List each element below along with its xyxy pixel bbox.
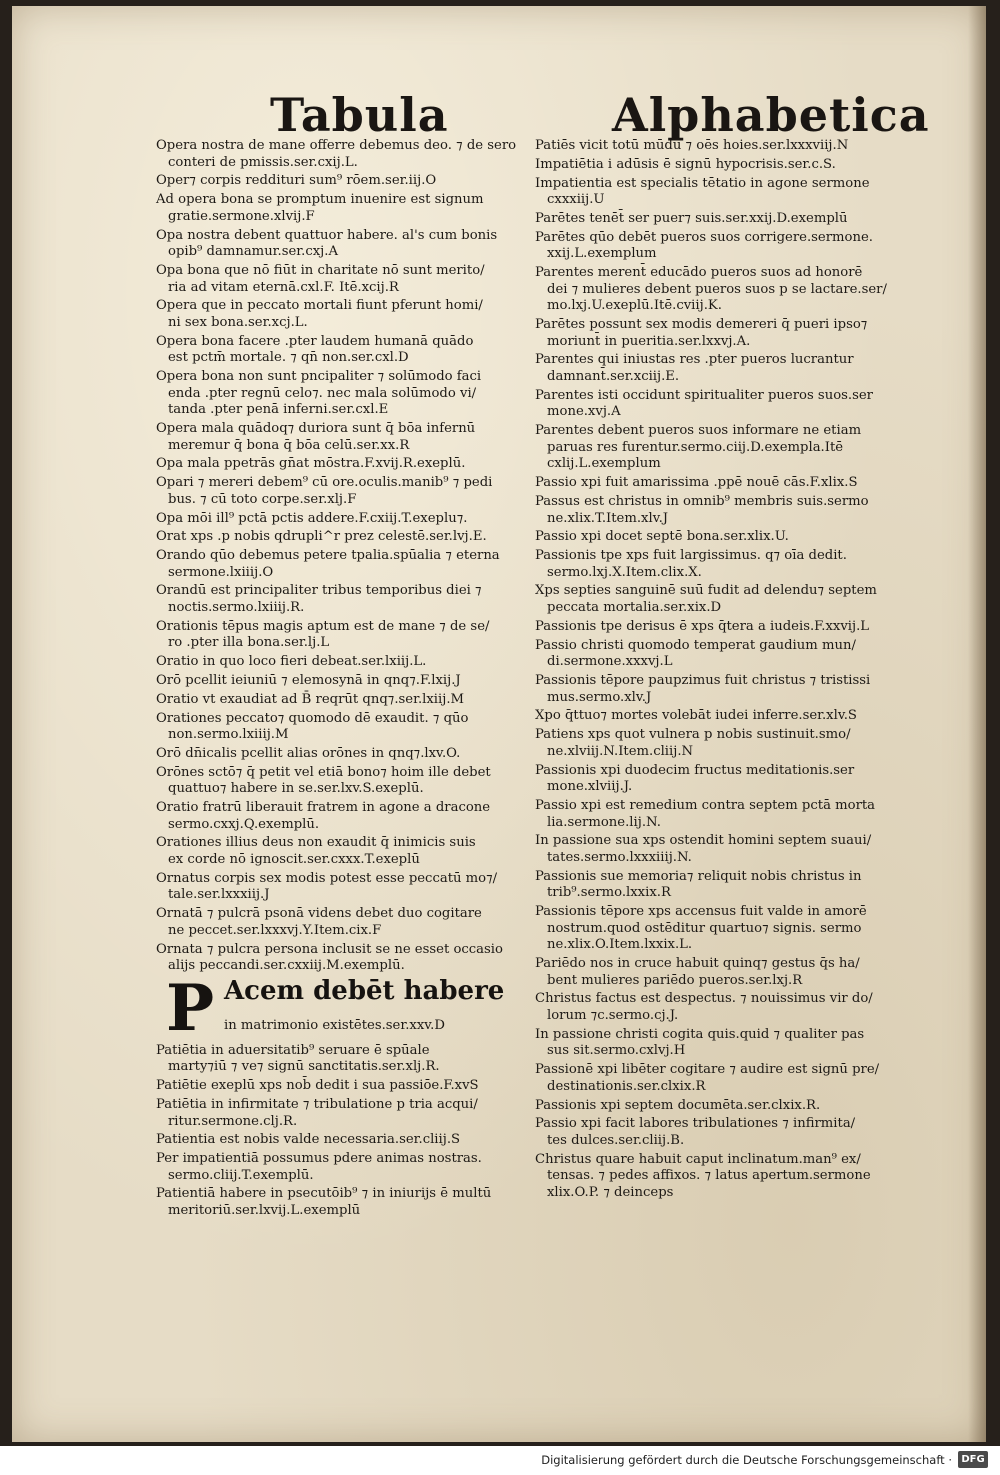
entry-line: Patiētia in aduersitatib⁹ seruare ē spūale [156, 1042, 430, 1058]
entry-continuation: mone.xvj.A [547, 404, 621, 420]
index-entry [535, 388, 907, 421]
index-entry [156, 1043, 521, 1076]
entry-line: Opera bona non sunt pncipaliter ⁊ solūmodo faci [156, 369, 482, 385]
entry-line: Parētes qūo debēt pueros suos corrigere.sermone. [535, 229, 873, 245]
footer-bar [0, 1446, 1000, 1475]
entry-continuation: noctis.sermo.lxiiij.R. [168, 600, 305, 616]
index-entry [156, 711, 521, 744]
entry-continuation: est pctm̄ mortale. ⁊ qn̄ non.ser.cxl.D [168, 350, 409, 366]
index-entry [535, 869, 907, 902]
entry-line: Parentes merent̄ educādo pueros suos ad honorē [535, 265, 863, 281]
index-entry [535, 583, 907, 616]
entry-continuation: di.sermone.xxxvj.L [547, 654, 673, 670]
index-entry [535, 798, 907, 831]
entry-continuation: ro .pter illa bona.ser.lj.L [168, 635, 330, 651]
index-entry [156, 942, 521, 975]
index-entry [156, 800, 521, 833]
index-entry [156, 673, 521, 690]
entry-continuation: mo.lxj.U.exeplū.Itē.cviij.K. [547, 298, 722, 314]
entry-continuation: tes dulces.ser.cliij.B. [547, 1132, 685, 1148]
entry-line: Oper⁊ corpis reddituri sum⁹ rōem.ser.iij.O [156, 173, 437, 189]
index-entry [156, 421, 521, 454]
index-entry [156, 871, 521, 904]
entry-line: In passione sua xps ostendit homini septem suaui/ [535, 833, 872, 849]
entry-continuation: ni sex bona.ser.xcj.L. [168, 314, 308, 330]
index-entry [156, 298, 521, 331]
index-entry [535, 157, 907, 174]
index-entry [156, 192, 521, 225]
entry-continuation: ne.xlviij.N.Item.cliij.N [547, 743, 694, 759]
entry-line: In passione christi cogita quis.quid ⁊ qualiter pas [535, 1026, 865, 1042]
index-entry [535, 352, 907, 385]
index-entry [156, 1132, 521, 1149]
index-entry [535, 619, 907, 636]
index-entry [156, 529, 521, 546]
entry-line: Impatientia est specialis tētatio in agone sermone [535, 175, 870, 191]
entry-line: Ornatus corpis sex modis potest esse peccatū mo⁊/ [156, 870, 498, 886]
entry-continuation: tale.ser.lxxxiij.J [168, 887, 270, 903]
entry-continuation: tates.sermo.lxxxiiij.N. [547, 849, 692, 865]
entry-line: Patiēs vicit totū mūdū ⁊ oēs hoies.ser.lxxxviij.N [535, 138, 849, 153]
entry-line: Orandū est principaliter tribus temporibus diei ⁊ [156, 583, 482, 599]
index-entry [535, 475, 907, 492]
entry-continuation: mone.xlviij.J. [547, 779, 633, 795]
entry-continuation: paruas res furentur.sermo.ciij.D.exempla.Itē [547, 439, 844, 455]
entry-line: Ad opera bona se promptum inuenire est signum [156, 192, 484, 208]
entry-line: Passionis tēpore xps accensus fuit valde in amorē [535, 904, 867, 920]
section-p-block [156, 970, 521, 1046]
index-entry [156, 1186, 521, 1219]
index-entry [535, 638, 907, 671]
page-edge-shadow [968, 6, 986, 1442]
entry-line: Orō pcellit ieiuniū ⁊ elemosynā in qnq⁊.F.lxij.J [156, 673, 461, 688]
index-entry [156, 548, 521, 581]
entry-line: Passus est christus in omnib⁹ membris suis.sermo [535, 493, 869, 509]
entry-line: Parentes isti occidunt spiritualiter pueros suos.ser [535, 387, 873, 403]
index-entry [535, 317, 907, 350]
entry-line: Oratio vt exaudiat ad B̄ reqrūt qnq⁊.ser.lxiij.M [156, 691, 465, 707]
entry-continuation: alijs peccandi.ser.cxxiij.M.exemplū. [168, 958, 405, 974]
index-entry [535, 529, 907, 546]
entry-line: Passio xpi fuit amarissima .ppē nouē cās.F.xlix.S [535, 475, 858, 491]
entry-continuation: lia.sermone.lij.N. [547, 814, 661, 830]
entry-line: Opa mōi ill⁹ pctā pctis addere.F.cxiij.T.exeplu⁊. [156, 510, 468, 526]
entry-line: Patientiā habere in psecutōib⁹ ⁊ in iniurijs ē multū [156, 1186, 492, 1202]
index-entry [156, 138, 521, 171]
entry-line: Opa nostra debent quattuor habere. al's cum bonis [156, 227, 498, 243]
entry-line: Orationes peccato⁊ quomodo dē exaudit. ⁊ qūo [156, 710, 469, 726]
entry-line: Opera mala quādoq⁊ duriora sunt q̄ bōa infernū [156, 421, 476, 436]
index-entry [535, 956, 907, 989]
entry-continuation: peccata mortalia.ser.xix.D [547, 600, 722, 616]
index-entry [535, 904, 907, 954]
index-entry [535, 673, 907, 706]
index-entry [156, 173, 521, 190]
index-entry [535, 833, 907, 866]
entry-line: Passionis xpi septem documēta.ser.clxix.R. [535, 1097, 821, 1113]
index-entry [535, 138, 907, 155]
entry-continuation: ritur.sermone.clj.R. [168, 1113, 298, 1129]
entry-line: Orationis tēpus magis aptum est de mane ⁊ de se/ [156, 618, 490, 634]
index-entry [156, 369, 521, 419]
entry-continuation: conteri de pmissis.ser.cxij.L. [168, 154, 358, 170]
index-entry [535, 211, 907, 228]
entry-line: Oratio fratrū liberauit fratrem in agone a dracone [156, 800, 491, 816]
entry-continuation: opib⁹ damnamur.ser.cxj.A [168, 244, 338, 260]
entry-line: Oratio in quo loco fieri debeat.ser.lxiij.L. [156, 654, 427, 670]
entry-line: Ornatā ⁊ pulcrā psonā videns debet duo cogitare [156, 906, 482, 922]
entry-line: Passio xpi est remedium contra septem pctā morta [535, 797, 876, 813]
entry-line: Patiētia in infirmitate ⁊ tribulatione p tria acqui/ [156, 1096, 478, 1112]
entry-continuation: sermone.lxiiij.O [168, 564, 274, 580]
index-entry [156, 835, 521, 868]
index-entry [535, 1152, 907, 1202]
entry-continuation: ex corde nō ignoscit.ser.cxxx.T.exeplū [168, 852, 420, 868]
entry-continuation: non.sermo.lxiiij.M [168, 727, 289, 743]
entry-continuation: lorum ⁊c.sermo.cj.J. [547, 1007, 679, 1023]
entry-line: Xpo q̄ttuo⁊ mortes volebāt iudei inferre.ser.xlv.S [535, 708, 857, 724]
section-subline: in matrimonio existētes.ser.xxv.D [224, 1017, 445, 1033]
index-entry [156, 456, 521, 473]
index-entry [156, 1078, 521, 1095]
left-entries-before [156, 138, 521, 975]
entry-continuation: sermo.cxxj.Q.exemplū. [168, 816, 320, 832]
entry-continuation: xlix.O.P. ⁊ deinceps [547, 1184, 674, 1200]
entry-continuation: ne peccet.ser.lxxxvj.Y.Item.cix.F [168, 922, 382, 938]
index-entry [156, 263, 521, 296]
entry-line: Passionis xpi duodecim fructus meditationis.ser [535, 762, 855, 778]
entry-line: Opera que in peccato mortali fiunt pferunt homi/ [156, 298, 483, 314]
entry-continuation: dei ⁊ mulieres debent pueros suos p se lactare.ser/ [547, 281, 887, 297]
index-entry [535, 230, 907, 263]
entry-line: Opera bona facere .pter laudem humanā quādo [156, 333, 474, 349]
index-entry [156, 906, 521, 939]
entry-line: Passionē xpi libēter cogitare ⁊ audire est signū pre/ [535, 1062, 880, 1078]
entry-line: Opari ⁊ mereri debem⁹ cū ore.oculis.manib⁹ ⁊ pedi [156, 475, 493, 491]
entry-line: Per impatientiā possumus pdere animas nostras. [156, 1151, 482, 1167]
entry-continuation: gratie.sermone.xlvij.F [168, 208, 315, 224]
entry-line: Passio christi quomodo temperat gaudium mun/ [535, 637, 856, 653]
index-entry [156, 228, 521, 261]
entry-line: Passionis tpe xps fuit largissimus. q⁊ oīa dedit. [535, 548, 847, 564]
index-entry [156, 619, 521, 652]
left-column [156, 138, 521, 1222]
entry-continuation: sermo.cliij.T.exemplū. [168, 1167, 314, 1183]
entry-line: Christus factus est despectus. ⁊ nouissimus vir do/ [535, 991, 873, 1007]
big-initial-letter: P [166, 970, 215, 1046]
index-entry [535, 176, 907, 209]
index-entry [535, 423, 907, 473]
left-entries-after [156, 1043, 521, 1220]
entry-line: Passio xpi docet septē bona.ser.xlix.U. [535, 529, 789, 545]
entry-line: Orationes illius deus non exaudit q̄ inimicis suis [156, 835, 476, 851]
entry-line: Opa bona que nō fiūt in charitate nō sunt merito/ [156, 262, 485, 278]
entry-continuation: tensas. ⁊ pedes affixos. ⁊ latus apertum.sermone [547, 1168, 871, 1184]
entry-line: Parētes tenēt̄ ser puer⁊ suis.ser.xxij.D.exemplū [535, 210, 848, 226]
entry-continuation: cxlij.L.exemplum [547, 456, 661, 472]
entry-line: Xps septies sanguinē suū fudit ad delendu⁊ septem [535, 583, 877, 599]
index-entry [156, 334, 521, 367]
index-entry [156, 1097, 521, 1130]
entry-line: Opa mala ppetrās gn̄at mōstra.F.xvij.R.exeplū. [156, 456, 466, 472]
entry-continuation: damnant̄.ser.xciij.E. [547, 369, 680, 385]
entry-line: Orat xps .p nobis qdrupli^r prez celestē.ser.lvj.E. [156, 529, 487, 545]
entry-continuation: quattuo⁊ habere in se.ser.lxv.S.exeplū. [168, 781, 424, 797]
section-headline: Acem debēt habere [224, 975, 505, 1006]
footer-credit: Digitalisierung gefördert durch die Deutsche Forschungsgemeinschaft · [541, 1453, 952, 1467]
entry-line: Christus quare habuit caput inclinatum.man⁹ ex/ [535, 1151, 861, 1167]
entry-line: Patiens xps quot vulnera p nobis sustinuit.smo/ [535, 727, 851, 743]
entry-line: Passionis tpe derisus ē xps q̄tera a iudeis.F.xxvij.L [535, 618, 870, 634]
entry-continuation: cxxxiij.U [547, 192, 605, 208]
entry-continuation: bent mulieres pariēdo pueros.ser.lxj.R [547, 972, 803, 988]
entry-continuation: moriunt̄ in pueritia.ser.lxxvj.A. [547, 333, 751, 349]
entry-continuation: tanda .pter penā inferni.ser.cxl.E [168, 402, 389, 418]
entry-line: Parentes debent pueros suos informare ne etiam [535, 423, 862, 439]
index-entry [535, 1027, 907, 1060]
entry-continuation: trib⁹.sermo.lxxix.R [547, 885, 671, 901]
index-entry [535, 494, 907, 527]
entry-line: Passio xpi facit labores tribulationes ⁊ infirmita/ [535, 1116, 856, 1132]
entry-continuation: meritoriū.ser.lxvij.L.exemplū [168, 1203, 361, 1219]
entry-line: Ornata ⁊ pulcra persona inclusit se ne esset occasio [156, 941, 503, 957]
heading-right: Alphabetica [612, 88, 930, 142]
entry-continuation: sus sit.sermo.cxlvj.H [547, 1043, 686, 1059]
entry-line: Opera nostra de mane offerre debemus deo. ⁊ de sero [156, 138, 517, 153]
entry-continuation: destinationis.ser.clxix.R [547, 1078, 706, 1094]
dfg-logo-icon: DFG [958, 1451, 988, 1468]
entry-line: Patientia est nobis valde necessaria.ser.cliij.S [156, 1132, 461, 1148]
entry-line: Orōnes sctō⁊ q̄ petit vel etiā bono⁊ hoim ille debet [156, 764, 491, 780]
right-column [535, 138, 907, 1204]
entry-continuation: ne.xlix.T.Item.xlv.J [547, 510, 669, 526]
index-entry [535, 548, 907, 581]
entry-continuation: nostrum.quod ostēditur quartuo⁊ signis. sermo [547, 920, 862, 936]
index-entry [535, 1098, 907, 1115]
entry-continuation: enda .pter regnū celo⁊. nec mala solūmodo vi/ [168, 385, 477, 401]
right-entries [535, 138, 907, 1201]
heading-left: Tabula [270, 88, 449, 142]
index-entry [535, 991, 907, 1024]
entry-line: Parentes qui iniustas res .pter pueros lucrantur [535, 352, 854, 368]
index-entry [535, 708, 907, 725]
index-entry [535, 265, 907, 315]
entry-line: Impatiētia i adūsis ē signū hypocrisis.ser.c.S. [535, 156, 836, 172]
index-entry [156, 692, 521, 709]
index-entry [156, 511, 521, 528]
entry-continuation: xxij.L.exemplum [547, 246, 657, 262]
entry-line: Patiētie exeplū xps nob̄ dedit i sua passiōe.F.xvS [156, 1078, 479, 1094]
entry-continuation: ria ad vitam eternā.cxl.F. Itē.xcij.R [168, 279, 399, 295]
index-entry [535, 1062, 907, 1095]
entry-continuation: sermo.lxj.X.Item.clix.X. [547, 564, 702, 580]
index-entry [535, 1116, 907, 1149]
index-entry [535, 763, 907, 796]
index-entry [156, 1151, 521, 1184]
entry-line: Orō dn̄icalis pcellit alias orōnes in qnq⁊.lxv.O. [156, 745, 461, 761]
entry-line: Orando qūo debemus petere tpalia.spūalia ⁊ eterna [156, 548, 500, 564]
entry-continuation: meremur q̄ bona q̄ bōa celū.ser.xx.R [168, 437, 410, 453]
index-entry [156, 475, 521, 508]
entry-continuation: mus.sermo.xlv.J [547, 689, 652, 705]
entry-continuation: ne.xlix.O.Item.lxxix.L. [547, 937, 693, 953]
entry-line: Pariēdo nos in cruce habuit quinq⁊ gestus q̄s ha/ [535, 956, 860, 971]
index-entry [156, 765, 521, 798]
entry-continuation: marty⁊iū ⁊ ve⁊ signū sanctitatis.ser.xlj.R. [168, 1059, 440, 1075]
entry-line: Passionis tēpore paupzimus fuit christus ⁊ tristissi [535, 673, 871, 688]
entry-continuation: bus. ⁊ cū toto corpe.ser.xlj.F [168, 491, 357, 507]
index-entry [156, 746, 521, 763]
entry-line: Passionis sue memoria⁊ reliquit nobis christus in [535, 868, 862, 884]
index-entry [156, 654, 521, 671]
index-entry [156, 583, 521, 616]
index-entry [535, 727, 907, 760]
entry-line: Parētes possunt sex modis demereri q̄ pueri ipso⁊ [535, 317, 868, 333]
